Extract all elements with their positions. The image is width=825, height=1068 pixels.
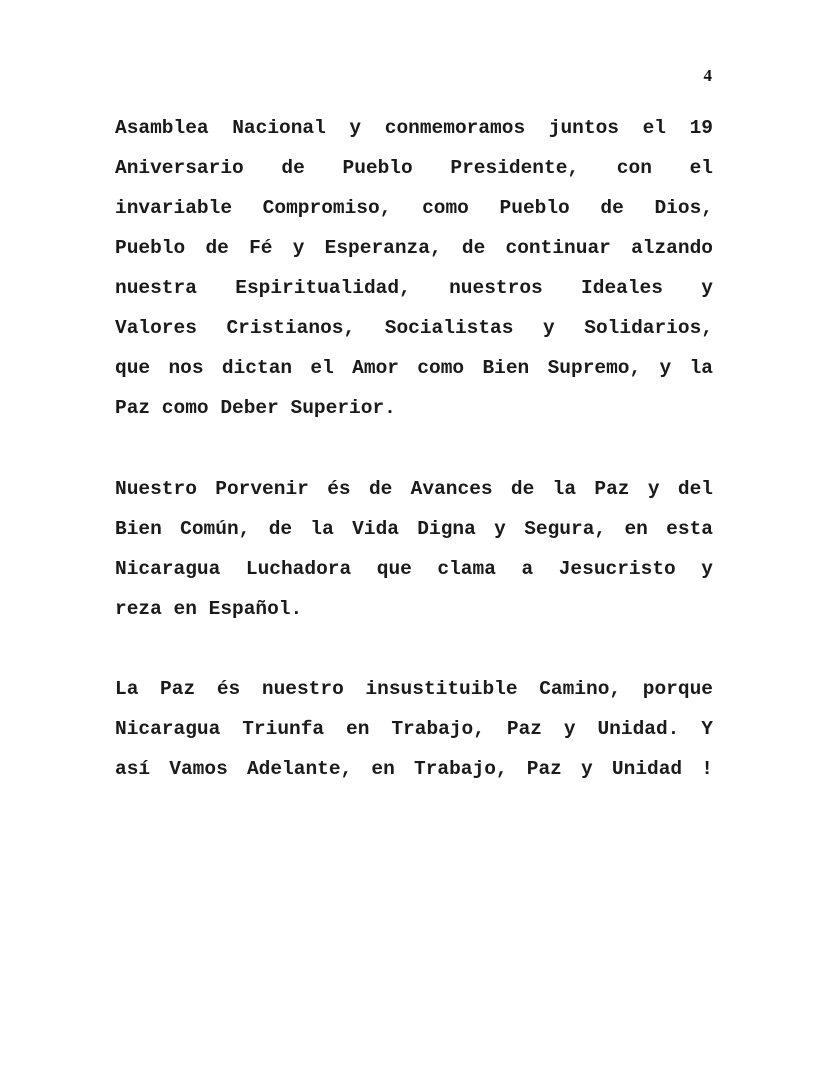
text-line: Pueblo de Fé y Esperanza, de continuar alzando bbox=[115, 237, 713, 259]
text-line: Asamblea Nacional y conmemoramos juntos el 19 bbox=[115, 117, 713, 139]
text-line: nuestra Espiritualidad, nuestros Ideales y bbox=[115, 277, 713, 299]
text-line: Nicaragua Triunfa en Trabajo, Paz y Unidad. Y bbox=[115, 718, 713, 740]
text-line: que nos dictan el Amor como Bien Supremo, y la bbox=[115, 357, 713, 379]
text-line: Paz como Deber Superior. bbox=[115, 397, 396, 419]
page-number: 4 bbox=[703, 66, 712, 85]
text-line: Aniversario de Pueblo Presidente, con el bbox=[115, 157, 713, 179]
text-line: reza en Español. bbox=[115, 598, 303, 620]
text-line: así Vamos Adelante, en Trabajo, Paz y Unidad ! bbox=[115, 758, 713, 780]
text-line: Nicaragua Luchadora que clama a Jesucristo y bbox=[115, 558, 713, 580]
text-line: Valores Cristianos, Socialistas y Solidarios, bbox=[115, 317, 713, 339]
text-line: Nuestro Porvenir és de Avances de la Paz y del bbox=[115, 478, 713, 500]
text-line: invariable Compromiso, como Pueblo de Dios, bbox=[115, 197, 713, 219]
text-line: Bien Común, de la Vida Digna y Segura, en esta bbox=[115, 518, 713, 540]
text-line: La Paz és nuestro insustituible Camino, porque bbox=[115, 678, 713, 700]
